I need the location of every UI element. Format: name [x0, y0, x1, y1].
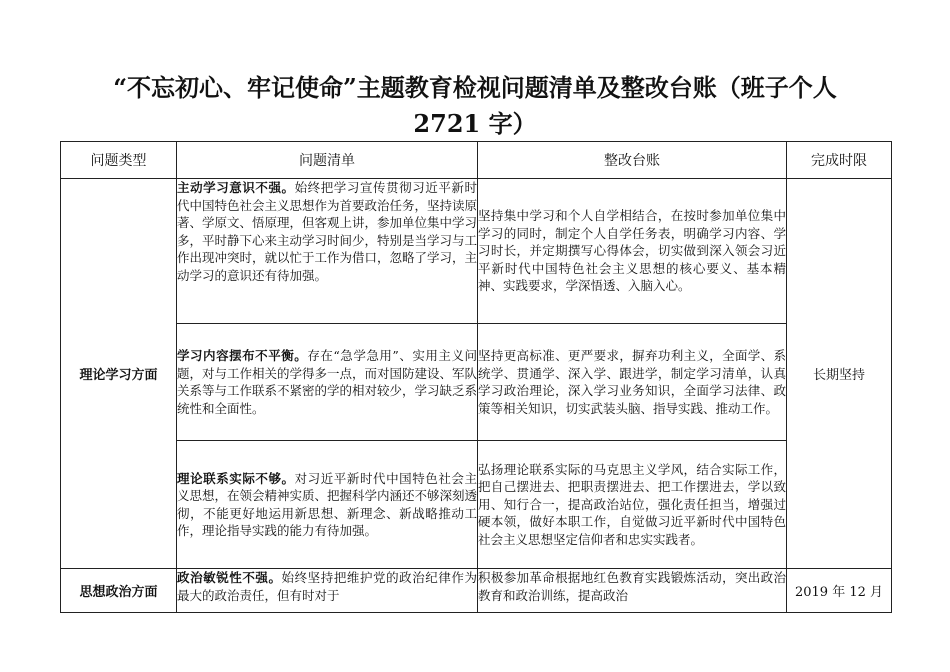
problem-lead: 学习内容摆布不平衡。 [177, 348, 308, 363]
rectification-cell: 积极参加革命根据地红色教育实践锻炼活动，突出政治教育和政治训练，提高政治 [478, 569, 787, 613]
header-problem-type: 问题类型 [61, 142, 177, 179]
header-problem-list: 问题清单 [177, 142, 478, 179]
rectification-cell: 弘扬理论联系实际的马克思主义学风，结合实际工作，把自己摆进去、把职责摆进去、把工作摆进去，学以致用、知行合一，提高政治站位，强化责任担当，增强过硬本领，做好本职工作，自觉做习近平新时代中国特色社会主义思想坚定信仰者和忠实实践者。 [478, 441, 787, 569]
problem-text: 对习近平新时代中国特色社会主义思想，在领会精神实质、把握科学内涵还不够深刻透彻，不能更好地运用新思想、新理念、新战略推动工作，理论指导实践的能力有待加强。 [177, 470, 478, 538]
problem-lead: 理论联系实际不够。 [177, 470, 295, 486]
deadline-cell: 2019 年 12 月 [787, 569, 892, 613]
document-title-line-2: 2721 字） [413, 109, 537, 138]
problem-cell [177, 441, 478, 569]
category-cell: 思想政治方面 [61, 569, 177, 613]
problem-text: 始终坚持把维护党的政治纪律作为最大的政治责任，但有时对于 [177, 570, 477, 603]
table-row [61, 569, 892, 613]
category-cell: 理论学习方面 [61, 179, 177, 569]
rectification-ledger-table [60, 141, 892, 613]
table-row [61, 179, 892, 324]
table-header-row [61, 142, 892, 179]
rectification-cell: 坚持更高标准、更严要求，摒弃功利主义，全面学、系统学、贯通学、深入学、跟进学，制定学习清单，认真学习政治理论，深入学习业务知识，全面学习法律、政策等相关知识，切实武装头脑、指导实践、推动工作。 [478, 324, 787, 441]
problem-lead: 政治敏锐性不强。 [177, 570, 282, 585]
problem-text: 存在“急学急用”、实用主义问题，对与工作相关的学得多一点，而对国防建设、军队关系等与工作联系不紧密的学的相对较少，学习缺乏系统性和全面性。 [177, 348, 478, 416]
table-row [61, 441, 892, 569]
header-deadline: 完成时限 [787, 142, 892, 179]
problem-cell [177, 179, 478, 324]
header-rectification-ledger: 整改台账 [478, 142, 787, 179]
problem-cell [177, 569, 478, 613]
table-row [61, 324, 892, 441]
document-title-line-1: “不忘初心、牢记使命”主题教育检视问题清单及整改台账（班子个人 [113, 73, 837, 102]
problem-lead: 主动学习意识不强。 [177, 180, 295, 195]
problem-text: 始终把学习宣传贯彻习近平新时代中国特色社会主义思想作为首要政治任务，坚持读原著、学原文、悟原理，但客观上讲，参加单位集中学习多，平时静下心来主动学习时间少，特别是当学习与工作出现冲突时，就以忙于工作为借口，忽略了学习，主动学习的意识还有待加强。 [177, 180, 478, 283]
rectification-cell: 坚持集中学习和个人自学相结合，在按时参加单位集中学习的同时，制定个人自学任务表，明确学习内容、学习时长，并定期撰写心得体会，切实做到深入领会习近平新时代中国特色社会主义思想的核心要义、基本精神、实践要求，学深悟透、入脑入心。 [478, 179, 787, 324]
deadline-cell: 长期坚持 [787, 179, 892, 569]
problem-cell [177, 324, 478, 441]
